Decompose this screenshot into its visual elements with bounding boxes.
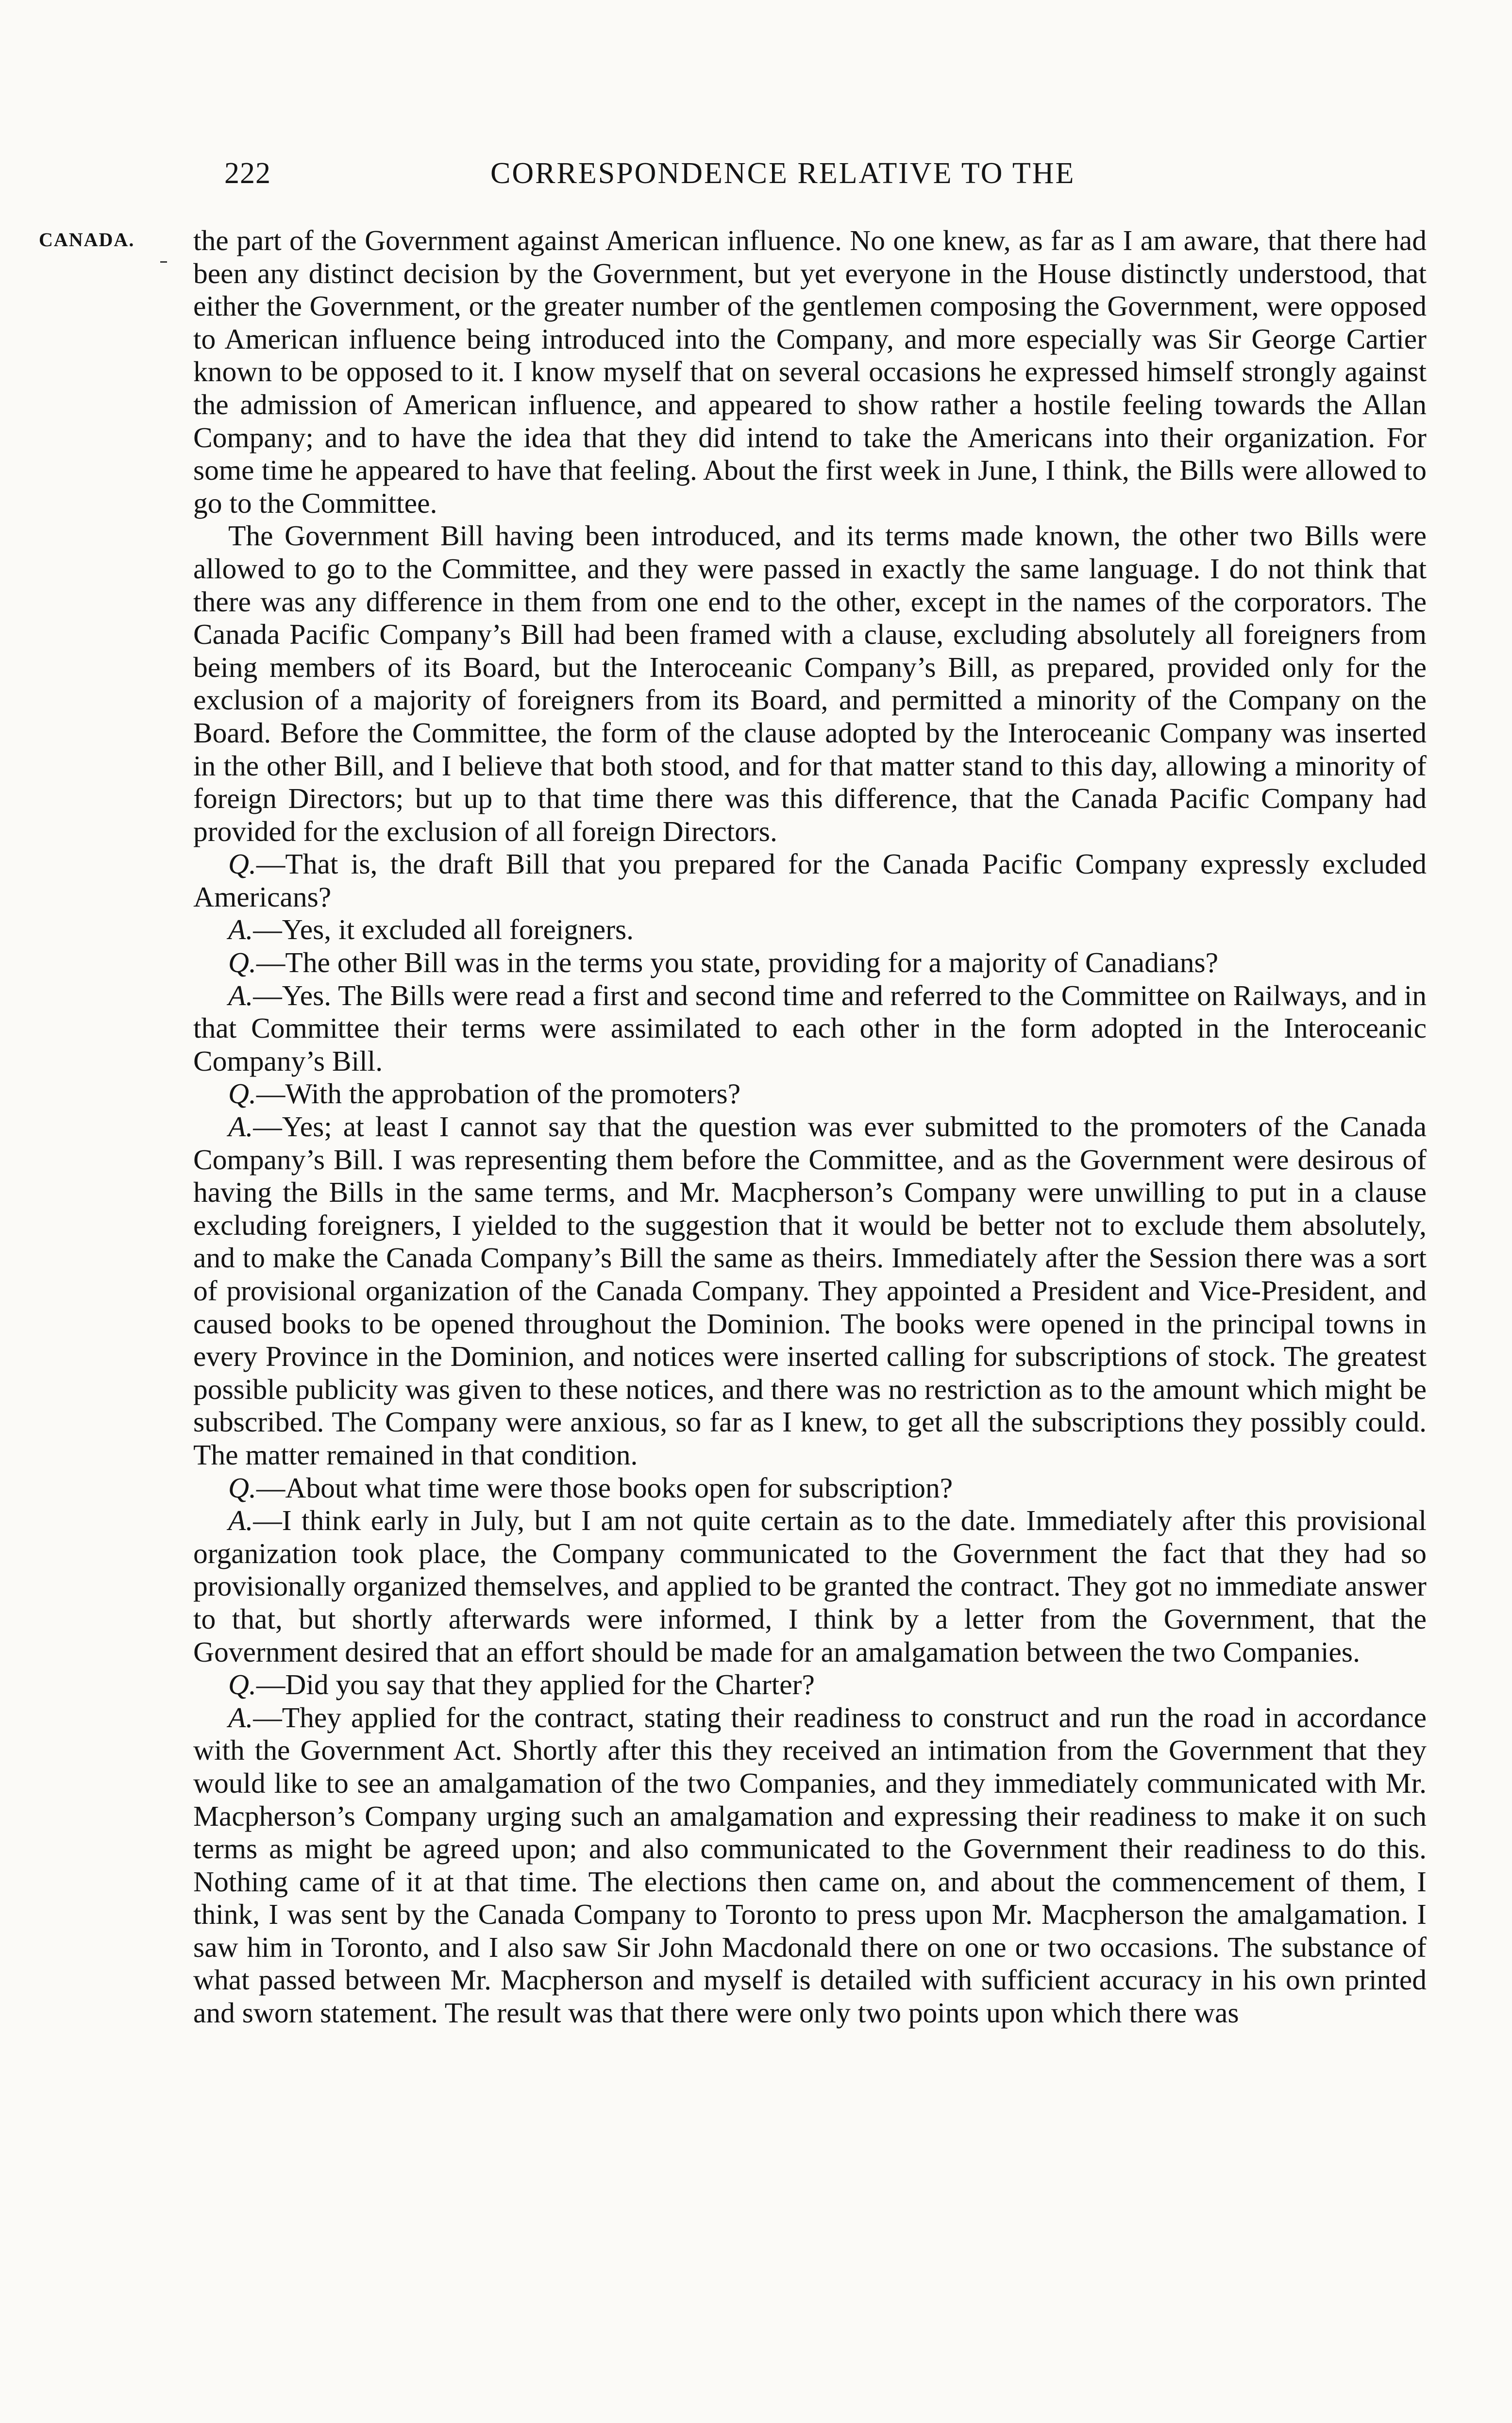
qa-label: A. xyxy=(228,979,253,1011)
paragraph xyxy=(193,946,1427,979)
paragraph xyxy=(193,1472,1427,1505)
paragraph xyxy=(193,1668,1427,1701)
qa-label: Q. xyxy=(228,1077,256,1110)
paragraph xyxy=(193,1111,1427,1472)
paragraph-text: —Yes; at least I cannot say that the question was ever submitted to the promoters of the Canada Company’s Bill. I was representing them before the Committee, and as the Government were desirous of having the Bills in the same terms, and Mr. Macpherson’s Company were unwilling to put in a clause excluding foreigners, I yielded to the suggestion that it would be better not to exclude them absolutely, and to make the Canada Company’s Bill the same as theirs. Immediately after the Session there was a sort of provisional organization of the Canada Company. They appointed a President and Vice-President, and caused books to be opened throughout the Dominion. The books were opened in the principal towns in every Province in the Dominion, and notices were inserted calling for subscriptions of stock. The greatest possible publicity was given to these notices, and there was no restriction as to the amount which might be subscribed. The Company were anxious, so far as I knew, to get all the subscriptions they possibly could. The matter remained in that condition. xyxy=(193,1111,1427,1471)
qa-label: A. xyxy=(228,1111,253,1143)
qa-label: Q. xyxy=(228,1668,256,1701)
body-text xyxy=(193,224,1427,2030)
paragraph xyxy=(193,520,1427,848)
qa-label: Q. xyxy=(228,946,256,979)
paragraph-text: The Government Bill having been introduced, and its terms made known, the other two Bills were allowed to go to the Committee, and they were passed in exactly the same language. I do not think that there was any difference in them from one end to the other, except in the names of the corporators. The Canada Pacific Company’s Bill had been framed with a clause, excluding absolutely all foreigners from being members of its Board, but the Interoceanic Company’s Bill, as prepared, provided only for the exclusion of a majority of foreigners from its Board, and permitted a minority of the Company on the Board. Before the Committee, the form of the clause adopted by the Interoceanic Company was inserted in the other Bill, and I believe that both stood, and for that matter stand to this day, allowing a minority of foreign Directors; but up to that time there was this difference, that the Canada Pacific Company had provided for the exclusion of all foreign Directors. xyxy=(193,520,1427,847)
margin-dash xyxy=(160,261,167,263)
paragraph xyxy=(193,224,1427,520)
paragraph-text: —Yes, it excluded all foreigners. xyxy=(253,913,634,946)
margin-note: CANADA. xyxy=(39,229,135,251)
paragraph xyxy=(193,979,1427,1078)
qa-label: A. xyxy=(228,1504,253,1537)
qa-label: A. xyxy=(228,1701,253,1733)
paragraph-text: —About what time were those books open for subscription? xyxy=(256,1471,953,1504)
paragraph-text: —The other Bill was in the terms you state, providing for a majority of Canadians? xyxy=(256,946,1219,979)
paragraph-text: —That is, the draft Bill that you prepared for the Canada Pacific Company expressly excluded Americans? xyxy=(193,848,1427,913)
paragraph xyxy=(193,848,1427,913)
paragraph-text: —Did you say that they applied for the Charter? xyxy=(256,1668,815,1701)
running-head-title: CORRESPONDENCE RELATIVE TO THE xyxy=(490,157,1075,190)
paragraph-text: —I think early in July, but I am not quite certain as to the date. Immediately after this provisional organization took place, the Company communicated to the Government the fact that they had so provisionally organized themselves, and applied to be granted the contract. They got no immediate answer to that, but shortly afterwards were informed, I think by a letter from the Government, that the Government desired that an effort should be made for an amalgamation between the two Companies. xyxy=(193,1504,1427,1668)
paragraph-text: the part of the Government against American influence. No one knew, as far as I am aware, that there had been any distinct decision by the Government, but yet everyone in the House distinctly understood, that either the Government, or the greater number of the gentlemen composing the Government, were opposed to American influence being introduced into the Company, and more especially was Sir George Cartier known to be opposed to it. I know myself that on several occasions he expressed himself strongly against the admission of American influence, and appeared to show rather a hostile feeling towards the Allan Company; and to have the idea that they did intend to take the Americans into their organization. For some time he appeared to have that feeling. About the first week in June, I think, the Bills were allowed to go to the Committee. xyxy=(193,224,1427,519)
qa-label: A. xyxy=(228,913,253,946)
paragraph xyxy=(193,913,1427,946)
paragraph-text: —They applied for the contract, stating their readiness to construct and run the road in accordance with the Government Act. Shortly after this they received an intimation from the Government that they would like to see an amalgamation of the two Companies, and they immediately communicated with Mr. Macpherson’s Company urging such an amalgamation and expressing their readiness to make it on such terms as might be agreed upon; and also communicated to the Government their readiness to do this. Nothing came of it at that time. The elections then came on, and about the commencement of them, I think, I was sent by the Canada Company to Toronto to press upon Mr. Macpherson the amalgamation. I saw him in Toronto, and I also saw Sir John Macdonald there on one or two occasions. The substance of what passed between Mr. Macpherson and myself is detailed with sufficient accuracy in his own printed and sworn statement. The result was that there were only two points upon which there was xyxy=(193,1701,1427,2029)
qa-label: Q. xyxy=(228,1471,256,1504)
paragraph xyxy=(193,1504,1427,1668)
paragraph xyxy=(193,1077,1427,1111)
paragraph-text: —With the approbation of the promoters? xyxy=(256,1077,741,1110)
qa-label: Q. xyxy=(228,848,256,880)
paragraph xyxy=(193,1701,1427,2030)
page-number: 222 xyxy=(224,157,271,190)
paragraph-text: —Yes. The Bills were read a first and second time and referred to the Committee on Railways, and in that Committee their terms were assimilated to each other in the form adopted in the Interoceanic Company’s Bill. xyxy=(193,979,1427,1077)
